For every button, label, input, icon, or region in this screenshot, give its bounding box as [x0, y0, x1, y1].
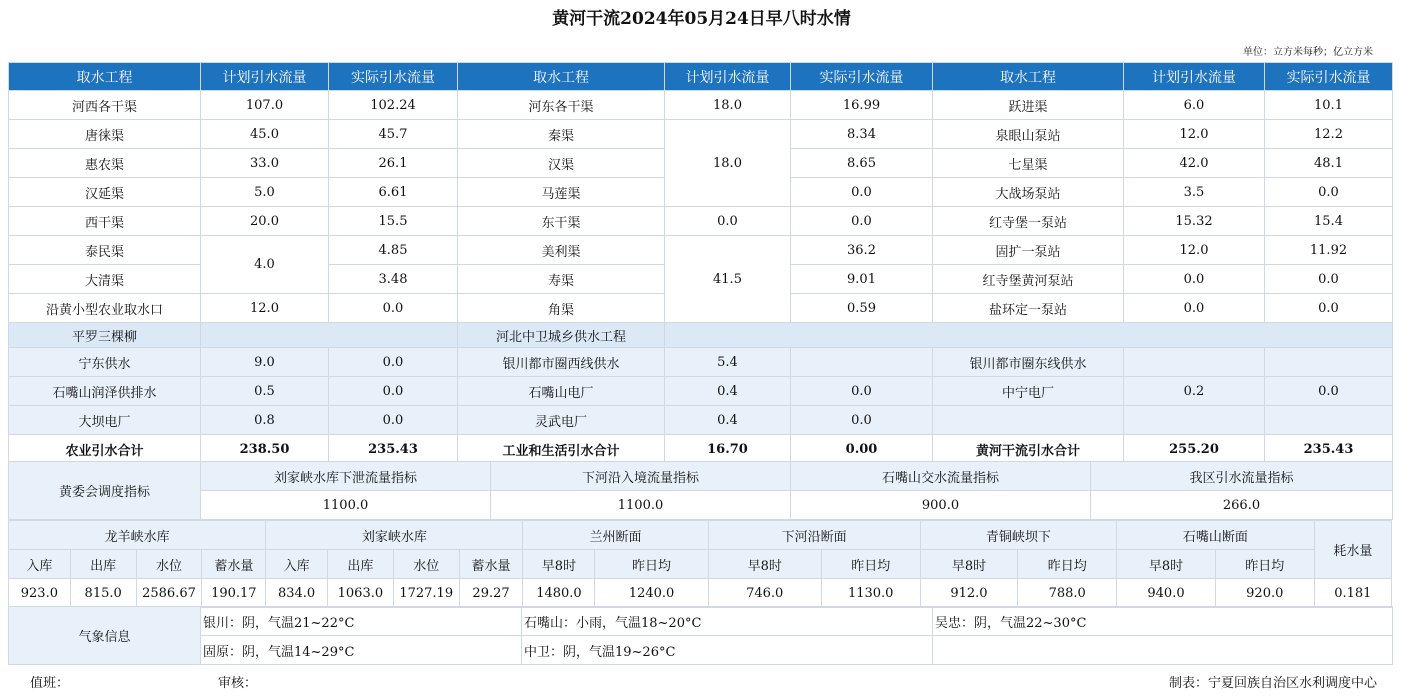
- project-name: 河西各干渠: [9, 91, 201, 120]
- dispatch-item-value: 1100.0: [491, 491, 791, 520]
- sub-header: 蓄水量: [202, 550, 266, 579]
- reservoir-value: 940.0: [1117, 579, 1216, 608]
- actual-value: 10.1: [1265, 91, 1393, 120]
- section-left: 平罗三棵柳: [9, 323, 201, 348]
- reservoir-value: 912.0: [920, 579, 1018, 608]
- footer-maker: 制表：宁夏回族自治区水利调度中心: [1168, 676, 1377, 691]
- consumption-label: 耗水量: [1314, 521, 1391, 579]
- sub-header: 昨日均: [595, 550, 708, 579]
- plan-value: 0.2: [1124, 377, 1265, 406]
- actual-value: 26.1: [329, 149, 458, 178]
- reservoir-value: 29.27: [459, 579, 523, 608]
- plan-value: 4.0: [201, 236, 329, 294]
- actual-value: 0.59: [791, 294, 933, 323]
- sub-header: 入库: [266, 550, 328, 579]
- actual-value: 8.65: [791, 149, 933, 178]
- actual-value: 0.0: [791, 406, 933, 435]
- actual-value: 0.0: [1265, 265, 1393, 294]
- weather-item: 中卫：阴，气温19~26°C: [522, 636, 933, 665]
- weather-row: [9, 607, 1393, 636]
- plan-value: 45.0: [201, 120, 329, 149]
- actual-value: 8.34: [791, 120, 933, 149]
- table-row: [9, 406, 1393, 435]
- weather-item: 石嘴山：小雨，气温18~20°C: [522, 607, 933, 636]
- header-project: 取水工程: [933, 63, 1124, 91]
- actual-value: 0.0: [1265, 178, 1393, 207]
- totals-row: [9, 435, 1393, 464]
- header-plan: 计划引水流量: [201, 63, 329, 91]
- reservoir-value: 1240.0: [595, 579, 708, 608]
- dispatch-item-name: 刘家峡水库下泄流量指标: [201, 462, 491, 491]
- total-mainstream-plan: 255.20: [1124, 435, 1265, 464]
- sub-header: 入库: [9, 550, 71, 579]
- actual-value: 102.24: [329, 91, 458, 120]
- actual-value: 0.0: [791, 207, 933, 236]
- total-agri-plan: 238.50: [201, 435, 329, 464]
- reservoir-value: 1063.0: [327, 579, 393, 608]
- actual-value: 0.0: [791, 178, 933, 207]
- total-industry-plan: 16.70: [665, 435, 791, 464]
- plan-value: [1124, 348, 1265, 377]
- actual-value: 45.7: [329, 120, 458, 149]
- dispatch-name-row: [9, 462, 1393, 491]
- actual-value: 3.48: [329, 265, 458, 294]
- actual-value: 0.0: [329, 348, 458, 377]
- plan-value: [1124, 406, 1265, 435]
- plan-value: 0.0: [1124, 265, 1265, 294]
- actual-value: 0.0: [1265, 377, 1393, 406]
- reservoir-value-row: [9, 579, 1392, 608]
- reservoir-value: 834.0: [266, 579, 328, 608]
- reservoir-value: 815.0: [70, 579, 136, 608]
- sub-header: 出库: [327, 550, 393, 579]
- project-name: 跃进渠: [933, 91, 1124, 120]
- reservoir-table: [8, 520, 1392, 608]
- project-name: 宁东供水: [9, 348, 201, 377]
- dispatch-item-name: 石嘴山交水流量指标: [791, 462, 1091, 491]
- dispatch-item-value: 266.0: [1091, 491, 1393, 520]
- project-name: 东干渠: [458, 207, 665, 236]
- actual-value: [791, 348, 933, 377]
- reservoir-value: 2586.67: [136, 579, 202, 608]
- project-name: 秦渠: [458, 120, 665, 149]
- plan-value: 15.32: [1124, 207, 1265, 236]
- table-row: [9, 348, 1393, 377]
- project-name: 中宁电厂: [933, 377, 1124, 406]
- total-agri-label: 农业引水合计: [9, 435, 201, 464]
- project-name: 银川都市圈东线供水: [933, 348, 1124, 377]
- plan-value: 107.0: [201, 91, 329, 120]
- sub-header: 昨日均: [1215, 550, 1314, 579]
- group-name: 兰州断面: [523, 521, 708, 550]
- plan-value: 20.0: [201, 207, 329, 236]
- table-row: [9, 207, 1393, 236]
- project-name: 角渠: [458, 294, 665, 323]
- actual-value: 15.5: [329, 207, 458, 236]
- dispatch-label: 黄委会调度指标: [9, 462, 201, 520]
- actual-value: [1265, 406, 1393, 435]
- table-row: [9, 236, 1393, 265]
- project-name: 汉延渠: [9, 178, 201, 207]
- total-mainstream-label: 黄河干流引水合计: [933, 435, 1124, 464]
- project-name: 固扩一泵站: [933, 236, 1124, 265]
- weather-row: [9, 636, 1393, 665]
- weather-label: 气象信息: [9, 607, 201, 665]
- project-name: 西干渠: [9, 207, 201, 236]
- plan-value: 9.0: [201, 348, 329, 377]
- page-title: 黄河干流2024年05月24日早八时水情: [552, 9, 851, 29]
- project-name: 泰民渠: [9, 236, 201, 265]
- plan-value: 6.0: [1124, 91, 1265, 120]
- dispatch-item-value: 1100.0: [201, 491, 491, 520]
- project-name: 灵武电厂: [458, 406, 665, 435]
- sub-header: 出库: [70, 550, 136, 579]
- plan-value: 12.0: [1124, 236, 1265, 265]
- group-name: 下河沿断面: [708, 521, 920, 550]
- sub-header: 蓄水量: [459, 550, 523, 579]
- sub-header: 昨日均: [1018, 550, 1117, 579]
- reservoir-value: 190.17: [202, 579, 266, 608]
- actual-value: 0.0: [791, 377, 933, 406]
- sub-header: 水位: [136, 550, 202, 579]
- sub-header: 早8时: [1117, 550, 1216, 579]
- total-industry-label: 工业和生活引水合计: [458, 435, 665, 464]
- total-agri-actual: 235.43: [329, 435, 458, 464]
- actual-value: 16.99: [791, 91, 933, 120]
- actual-value: 12.2: [1265, 120, 1393, 149]
- actual-value: 0.0: [329, 377, 458, 406]
- plan-value: 41.5: [665, 236, 791, 323]
- plan-value: 18.0: [665, 91, 791, 120]
- header-project: 取水工程: [458, 63, 665, 91]
- plan-value: 5.4: [665, 348, 791, 377]
- group-name: 刘家峡水库: [266, 521, 523, 550]
- plan-value: 12.0: [1124, 120, 1265, 149]
- header-actual: 实际引水流量: [1265, 63, 1393, 91]
- plan-value: 18.0: [665, 120, 791, 207]
- actual-value: 9.01: [791, 265, 933, 294]
- header-actual: 实际引水流量: [791, 63, 933, 91]
- weather-item: 固原：阴，气温14~29°C: [201, 636, 522, 665]
- reservoir-value: 920.0: [1215, 579, 1314, 608]
- project-name: 寿渠: [458, 265, 665, 294]
- actual-value: 4.85: [329, 236, 458, 265]
- table-row: [9, 120, 1393, 149]
- reservoir-group-row: [9, 521, 1392, 550]
- weather-item: 吴忠：阴，气温22~30°C: [933, 607, 1393, 636]
- sub-header: 早8时: [708, 550, 821, 579]
- dispatch-table: [8, 461, 1393, 520]
- header-actual: 实际引水流量: [329, 63, 458, 91]
- project-name: 美利渠: [458, 236, 665, 265]
- reservoir-value: 1480.0: [523, 579, 595, 608]
- group-name: 石嘴山断面: [1117, 521, 1315, 550]
- footer-duty: 值班：: [30, 676, 70, 691]
- header-plan: 计划引水流量: [1124, 63, 1265, 91]
- plan-value: 0.5: [201, 377, 329, 406]
- project-name: 红寺堡一泵站: [933, 207, 1124, 236]
- total-mainstream-actual: 235.43: [1265, 435, 1393, 464]
- plan-value: 12.0: [201, 294, 329, 323]
- project-name: 石嘴山电厂: [458, 377, 665, 406]
- sub-header: 早8时: [920, 550, 1018, 579]
- project-name: 盐环定一泵站: [933, 294, 1124, 323]
- actual-value: 0.0: [329, 294, 458, 323]
- actual-value: 48.1: [1265, 149, 1393, 178]
- plan-value: 42.0: [1124, 149, 1265, 178]
- actual-value: [1265, 348, 1393, 377]
- unit-note: 单位：立方米每秒；亿立方米: [1243, 47, 1373, 58]
- sub-header: 昨日均: [821, 550, 920, 579]
- reservoir-value: 788.0: [1018, 579, 1117, 608]
- plan-value: 0.4: [665, 377, 791, 406]
- project-name: 红寺堡黄河泵站: [933, 265, 1124, 294]
- footer-review: 审核：: [218, 676, 258, 691]
- project-name: 七星渠: [933, 149, 1124, 178]
- plan-value: 0.0: [1124, 294, 1265, 323]
- reservoir-value: 923.0: [9, 579, 71, 608]
- header-plan: 计划引水流量: [665, 63, 791, 91]
- reservoir-sub-row: [9, 550, 1392, 579]
- actual-value: 11.92: [1265, 236, 1393, 265]
- table-header-row: [9, 63, 1393, 91]
- project-name: 唐徕渠: [9, 120, 201, 149]
- project-name: 石嘴山润泽供排水: [9, 377, 201, 406]
- project-name: 惠农渠: [9, 149, 201, 178]
- table-row: [9, 377, 1393, 406]
- project-name: 大战场泵站: [933, 178, 1124, 207]
- section-row: [9, 323, 1393, 348]
- sub-header: 水位: [393, 550, 459, 579]
- actual-value: 6.61: [329, 178, 458, 207]
- sub-header: 早8时: [523, 550, 595, 579]
- plan-value: 0.0: [665, 207, 791, 236]
- reservoir-value: 1130.0: [821, 579, 920, 608]
- table-row: [9, 91, 1393, 120]
- reservoir-value: 1727.19: [393, 579, 459, 608]
- plan-value: 0.4: [665, 406, 791, 435]
- weather-item: 银川：阴，气温21~22°C: [201, 607, 522, 636]
- intake-table: [8, 62, 1393, 464]
- weather-table: [8, 606, 1393, 665]
- total-industry-actual: 0.00: [791, 435, 933, 464]
- project-name: [933, 406, 1124, 435]
- actual-value: 0.0: [329, 406, 458, 435]
- actual-value: 15.4: [1265, 207, 1393, 236]
- project-name: 汉渠: [458, 149, 665, 178]
- project-name: 大清渠: [9, 265, 201, 294]
- dispatch-value-row: [9, 491, 1393, 520]
- plan-value: 0.8: [201, 406, 329, 435]
- group-name: 龙羊峡水库: [9, 521, 266, 550]
- header-project: 取水工程: [9, 63, 201, 91]
- actual-value: 0.0: [1265, 294, 1393, 323]
- project-name: 泉眼山泵站: [933, 120, 1124, 149]
- project-name: 大坝电厂: [9, 406, 201, 435]
- dispatch-item-value: 900.0: [791, 491, 1091, 520]
- section-mid: 河北中卫城乡供水工程: [458, 323, 665, 348]
- dispatch-item-name: 我区引水流量指标: [1091, 462, 1393, 491]
- project-name: 河东各干渠: [458, 91, 665, 120]
- reservoir-value: 0.181: [1314, 579, 1391, 608]
- reservoir-value: 746.0: [708, 579, 821, 608]
- actual-value: 36.2: [791, 236, 933, 265]
- project-name: 马莲渠: [458, 178, 665, 207]
- plan-value: 3.5: [1124, 178, 1265, 207]
- project-name: 银川都市圈西线供水: [458, 348, 665, 377]
- group-name: 青铜峡坝下: [920, 521, 1117, 550]
- dispatch-item-name: 下河沿入境流量指标: [491, 462, 791, 491]
- project-name: 沿黄小型农业取水口: [9, 294, 201, 323]
- plan-value: 5.0: [201, 178, 329, 207]
- plan-value: 33.0: [201, 149, 329, 178]
